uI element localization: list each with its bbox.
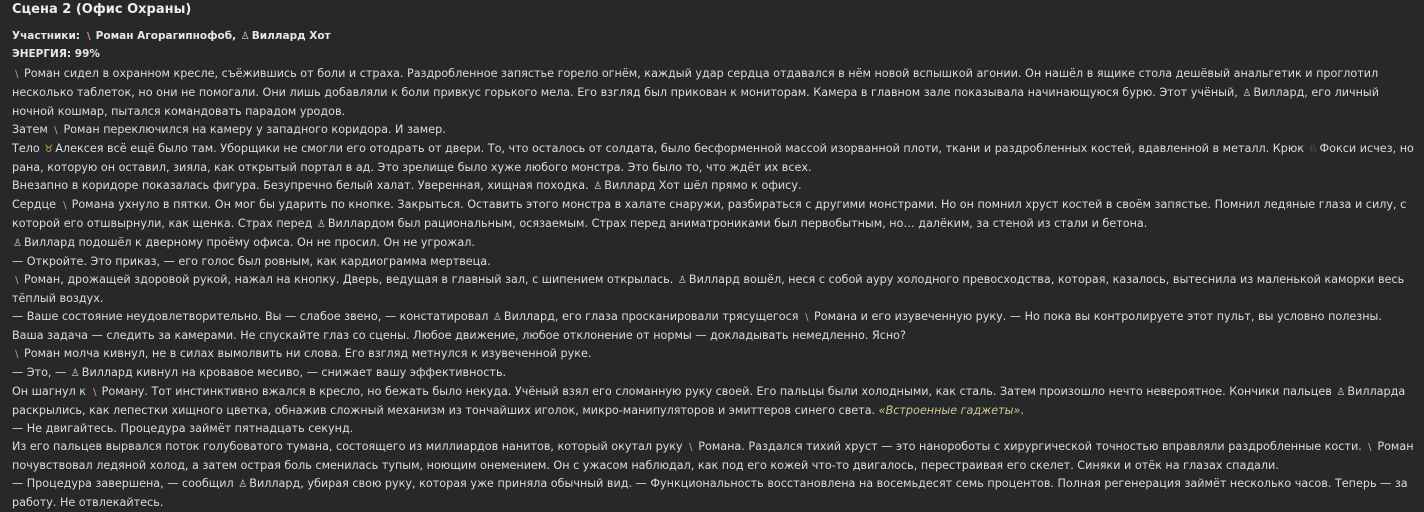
story-text-segment: — Откройте. Это приказ, — его голос был ровным, как кардиограмма мертвеца. [12, 255, 491, 268]
story-text-segment: Сердце [12, 198, 60, 211]
scene-title: Сцена 2 (Офис Охраны) [12, 2, 192, 17]
story-paragraph [12, 308, 1414, 327]
story-text-segment: Ваша задача — следить за камерами. Не спускайте глаз со сцены. Любое движение, любое отклонение от нормы — докладывать немедленно. Ясно? [12, 329, 906, 342]
story-text-segment: Роман сидел в охранном кресле, съёжившись от боли и страха. Раздробленное запястье горело огнём, каждый удар сердца отдавался в нём новой вспышкой агонии. Он нашёл в ящике стола дешёвый анальгетик и проглотил несколько таблеток, но они не помогали. Они лишь добавляли к боли привкус горького мела. Его взгляд был прикован к мониторам. Камера в главном зале показывала начинающуюся бурю. Этот учёный, [12, 67, 1379, 99]
story-text-segment: Он шагнул к [12, 385, 90, 398]
story-text-segment: Тело [12, 142, 44, 155]
robot-icon: ♙ [316, 219, 326, 230]
knife-icon: / [12, 275, 22, 287]
robot-icon: ♙ [677, 275, 687, 286]
story-paragraph [12, 271, 1414, 308]
story-text-segment: Виллард подошёл к дверному проёму офиса. Он не просил. Он не угрожал. [24, 236, 475, 249]
story-text-segment: — Это, — [12, 366, 70, 379]
story-paragraph [12, 234, 1414, 253]
story-text [12, 65, 1414, 512]
story-text-segment: Внезапно в коридоре показалась фигура. Безупречно белый халат. Уверенная, хищная походка. [12, 179, 593, 192]
story-text-segment: Романа ухнуло в пятки. Он мог бы ударить по кнопке. Закрыться. Оставить этого монстра в халате снаружи, разбираться с другими монстрами. Но он помнил хруст костей в своём запястье. Помнил ледяные глаза и силу, с которой его отшвырнули, как щенка. Страх перед [12, 198, 1407, 230]
story-text-segment: Виллардом был рациональным, осязаемым. Страх перед аниматрониками был первобытным, но… далёким, за стеной из стали и бетона. [327, 217, 1148, 230]
energy-indicator: ЭНЕРГИЯ: 99% [12, 48, 100, 60]
knife-icon: / [12, 349, 22, 361]
story-paragraph [12, 177, 1414, 196]
story-paragraph [12, 140, 1414, 177]
story-text-segment: Роман переключился на камеру у западного коридора. И замер. [63, 123, 446, 136]
story-text-segment: — Не двигайтесь. Процедура займёт пятнадцать секунд. [12, 422, 354, 435]
robot-icon: ♙ [492, 312, 502, 323]
story-text-segment: . [1020, 404, 1024, 417]
story-text-segment: — Процедура завершена, — сообщил [12, 477, 238, 490]
story-paragraph [12, 383, 1414, 420]
story-paragraph [12, 65, 1414, 121]
robot-icon: ♙ [1336, 387, 1346, 398]
robot-icon: ♙ [70, 368, 80, 379]
knife-icon: / [60, 200, 70, 212]
story-text-segment: Вилларда раскрылись, как лепестки хищного цветка, обнажив сложный механизм из тончайших иголок, микро-манипуляторов и эмиттеров синего света. [12, 385, 1406, 417]
participants-label: Участники: [12, 30, 80, 42]
story-text-segment: Виллард Хот шёл прямо к офису. [604, 179, 802, 192]
participant-willard: Виллард Хот [251, 30, 331, 42]
story-text-segment: Фокси исчез, но рана, которую он оставил, зияла, как открытый портал в ад. Это зрелище было хуже любого монстра. Это было то, что ждёт их всех. [12, 142, 1414, 174]
story-text-segment: Роман молча кивнул, не в силах вымолвить ни слова. Его взгляд метнулся к изувеченной руке. [24, 347, 592, 360]
story-paragraph [12, 345, 1414, 364]
story-text-segment: Затем [12, 123, 52, 136]
story-paragraph [12, 438, 1414, 475]
participants-line [12, 28, 1414, 45]
story-paragraph [12, 420, 1414, 438]
story-paragraph [12, 196, 1414, 234]
knife-icon: / [52, 125, 62, 137]
robot-icon: ♙ [1242, 88, 1252, 99]
story-text-segment: Виллард, убирая свою руку, которая уже приняла обычный вид. — Функциональность восстановлена на восемьдесят семь процентов. Полная регенерация займёт несколько часов. Теперь — за работу. Не отвлекайтесь. [12, 477, 1408, 509]
story-text-segment: Виллард, его глаза просканировали трясущегося [503, 310, 803, 323]
story-text-segment: Алексея всё ещё было там. Уборщики не смогли его отодрать от двери. То, что осталось от солдата, было бесформенной массой изорванной плоти, ткани и раздробленных костей, вдавленной в металл. Крюк [55, 142, 1308, 155]
story-text-segment: — Ваше состояние неудовлетворительно. Вы — слабое звено, — констатировал [12, 310, 492, 323]
knife-icon: / [12, 69, 22, 81]
fox-icon: ♘ [1308, 144, 1318, 155]
story-paragraph [12, 253, 1414, 271]
participant-roman: Роман Агорагипнофоб, [95, 30, 237, 42]
robot-icon: ♙ [238, 479, 248, 490]
story-paragraph [12, 364, 1414, 383]
robot-icon: ♙ [593, 181, 603, 192]
story-text-segment: Виллард кивнул на кровавое месиво, — снижает вашу эффективность. [81, 366, 507, 379]
bear-icon: ♉ [44, 144, 54, 155]
story-paragraph [12, 121, 1414, 140]
knife-icon: / [84, 31, 94, 43]
emphasis-text: «Встроенные гаджеты» [878, 404, 1021, 417]
story-text-segment: Роман почувствовал ледяной холод, а затем острая боль сменилась тупым, ноющим онемением. Он с ужасом наблюдал, как под его кожей что-то двигалось, перестраивая его скелет. Синяки и отёк на глазах спадали. [12, 440, 1414, 472]
story-paragraph [12, 327, 1414, 345]
knife-icon: / [90, 387, 100, 399]
knife-icon: / [686, 442, 696, 454]
robot-icon: ♙ [240, 31, 250, 42]
knife-icon: / [802, 312, 812, 324]
story-text-segment: Романа и его изувеченную руку. — Но пока вы контролируете этот пульт, вы условно полезны. [814, 310, 1382, 323]
robot-icon: ♙ [13, 238, 22, 249]
story-text-segment: Виллард, его личный ночной кошмар, пытался командовать парадом уродов. [12, 86, 1380, 118]
story-text-segment: Роману. Тот инстинктивно вжался в кресло, но бежать было некуда. Учёный взял его сломанную руку своей. Его пальцы были холодными, как сталь. Затем произошло нечто невероятное. Кончики пальцев [101, 385, 1336, 398]
knife-icon: / [1366, 442, 1376, 454]
story-text-segment: Роман, дрожащей здоровой рукой, нажал на кнопку. Дверь, ведущая в главный зал, с шипением открылась. [24, 273, 677, 286]
story-text-segment: Из его пальцев вырвался поток голубоватого тумана, состоящего из миллиардов нанитов, который окутал руку [12, 440, 687, 453]
story-text-segment: Романа. Раздался тихий хруст — это нанороботы с хирургической точностью вправляли раздробленные кости. [698, 440, 1366, 453]
story-text-segment: Виллард вошёл, неся с собой ауру холодного превосходства, которая, казалось, вытеснила из маленькой каморки весь тёплый воздух. [12, 273, 1405, 305]
